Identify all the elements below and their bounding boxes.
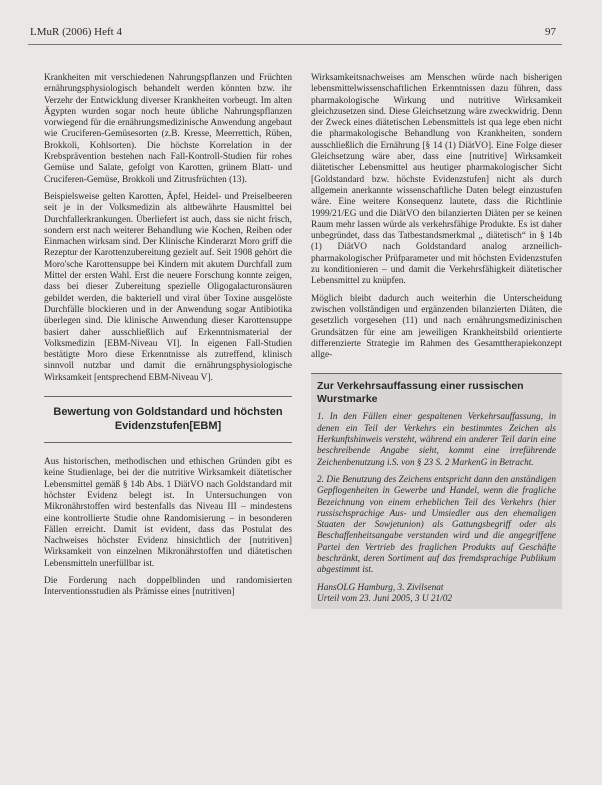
source-court: HansOLG Hamburg, 3. Zivilsenat xyxy=(317,582,444,593)
page-number: 97 xyxy=(545,26,556,38)
header-divider xyxy=(28,44,562,45)
infobox-source xyxy=(317,583,556,606)
body-paragraph: Krankheiten mit verschiedenen Nahrungspflanzen und Früchten ernährungsphysiologisch behandelt werden könnten bzw. ihr Verzehr der Entwicklung diverser Krankheiten vorbeugt. Im alten Ägypten wurden sogar noch heute übliche Nahrungspflanzen vorwiegend für die ernährungsmedizinische Anwendung angebaut wie Cruciferen-Gemüsesorten (z.B. Kresse, Meerrettich, Rüben, Brokkoli, Kohlsorten). Die höchste Korrelation in der Krebsprävention bestehen nach Fall-Kontroll-Studien für rohes Gemüse und Salate, gefolgt von Karotten, grünem Blatt- und Cruciferen-Gemüse, Brokkoli und Zitrusfrüchten (13). xyxy=(44,73,292,185)
case-infobox xyxy=(311,373,562,609)
body-paragraph: Die Forderung nach doppelblinden und randomisierten Interventionsstudien als Prämisse eines [nutritiven] xyxy=(44,575,292,598)
source-date: Urteil vom 23. Juni 2005, 3 U 21/02 xyxy=(317,593,453,604)
infobox-title xyxy=(317,380,556,406)
body-paragraph: Beispielsweise gelten Karotten, Äpfel, Heidel- und Preiselbeeren seit je in der Volksmedizin als altbewährte Hausmittel bei Durchfallerkrankungen. Überliefert ist auch, dass sie nicht frisch, sondern erst nach weiterer Behandlung wie Kochen, Reiben oder Einmachen wirksam sind. Der Klinische Kinderarzt Moro griff die Rezeptur der Karottenzubereitung gezielt auf. Seit 1908 gehört die Moro'sche Karottensuppe bei Kindern mit akutem Durchfall zum Mittel der ersten Wahl. Erst die neuere Forschung konnte zeigen, dass bei dieser Zubereitung spezielle Oligogalacturonsäuren gebildet werden, die bakteriell und viral über Toxine ausgelöste Durchfälle blockieren und in der Anwendung sogar Antibiotika überlegen sind. Die klinische Anwendung dieser Karottensuppe basiert daher ausschließlich auf Erkenntnismaterial der Volksmedizin [EBM-Niveau VI]. In eigenen Fall-Studien bestätigte Moro diese Erkenntnisse als zutreffend, klinisch sinnvoll nutzbar und damit die ernährungsphysiologische Wirksamkeit [entsprechend EBM-Niveau V]. xyxy=(44,191,292,383)
right-column xyxy=(311,73,562,609)
body-paragraph: Aus historischen, methodischen und ethischen Gründen gibt es keine Studienlage, bei der die nutritive Wirksamkeit diätetischer Lebensmittel gemäß § 14b Abs. 1 DiätVO nach Goldstandard mit höchster Evidenz belegt ist. In Untersuchungen von Mikronährstoffen wird bestenfalls das Niveau III – mindestens eine kontrollierte Studie ohne Randomisierung – in besonderen Fällen erreicht. Damit ist evident, dass das Postulat des Nachweises höchster Evidenz hinsichtlich der [nutritiven] Wirksamkeit von einzelnen Mikronährstoffen und diätetischen Lebensmitteln unerfüllbar ist. xyxy=(44,457,292,569)
left-column xyxy=(44,73,292,605)
body-paragraph: Wirksamkeitsnachweises am Menschen würde nach bisherigen lebensmittelwissenschaftlichen Erkenntnissen dazu führen, dass pharmakologische Wirkung und nutritive Wirksamkeit gleichzusetzen sind. Diese Gleichsetzung wäre zweckwidrig. Denn der Zweck eines diätetischen Lebensmittels ist qua lege eben nicht die pharmakologische Behandlung von Krankheiten, sondern ausschließlich die Ernährung [§ 14 (1) DiätVO]. Eine Folge dieser Gleichsetzung wäre aber, dass eine [nutritive] Wirksamkeit diätetischer Lebensmittel aus heutiger pharmakologischer Sicht [Goldstandard bzw. höchste Evidenzstufen] nicht als durch allgemein anerkannte wissenschaftliche Daten belegt einzustufen wäre. Eine weitere Konsequenz lautete, dass die Richtlinie 1999/21/EG und die DiätVO den bilanzierten Diäten per se keinen Raum mehr lassen würde als verkehrsfähige Produkte. Es ist daher unbegründet, dass das Tatbestandsmerkmal „ diätetisch“ in § 14b (1) DiätVO nach Goldstandard analog arzneilich-pharmakologischer Prüfparameter und mit höchsten Evidenzstufen zu konditionieren – und damit die Verkehrsfähigkeit diätetischer Lebensmittel zu knüpfen. xyxy=(311,73,562,287)
infobox-title-line: Zur Verkehrsauffassung einer russischen xyxy=(317,380,524,393)
infobox-title-line: Wurstmarke xyxy=(317,393,378,406)
infobox-item: 2. Die Benutzung des Zeichens entspricht dann den anständigen Gepflogenheiten in Gewerbe und Handel, wenn die fragliche Bezeichnung von einem erheblichen Teil des Verkehrs (hier russischsprachige Aus- und Umsiedler aus den ehemaligen Staaten der Sowjetunion) als Gattungsbegriff oder als Beschaffenheitsangabe verstanden wird und die angegriffene Partei den Vertrieb des fraglichen Produkts auf Geschäfte beschränkt, deren Sortiment auf das fremdsprachige Publikum abgestimmt ist. xyxy=(317,474,556,576)
infobox-item: 1. In den Fällen einer gespaltenen Verkehrsauffassung, in denen ein Teil der Verkehrs ein bestimmtes Zeichen als Herkunftshinweis versteht, während ein anderer Teil darin eine beschreibende Angabe sieht, kommt eine irreführende Zeichenbenutzung i.S. von § 23 S. 2 MarkenG in Betracht. xyxy=(317,412,556,468)
section-heading-line: Evidenzstufen[EBM] xyxy=(114,420,222,433)
section-heading-line: Bewertung von Goldstandard und höchsten xyxy=(53,406,283,419)
section-heading xyxy=(44,396,292,443)
journal-header: LMuR (2006) Heft 4 xyxy=(30,26,122,38)
body-paragraph: Möglich bleibt dadurch auch weiterhin die Unterscheidung zwischen vollständigen und ergänzenden bilanzierten Diäten, die gesetzlich vorgesehen (11) und nach ernährungsmedizinischen Grundsätzen für eine am jeweiligen Krankheitsbild orientierte differenzierte Strategie im Rahmen des Gesamttherapiekonzept allge- xyxy=(311,293,562,361)
